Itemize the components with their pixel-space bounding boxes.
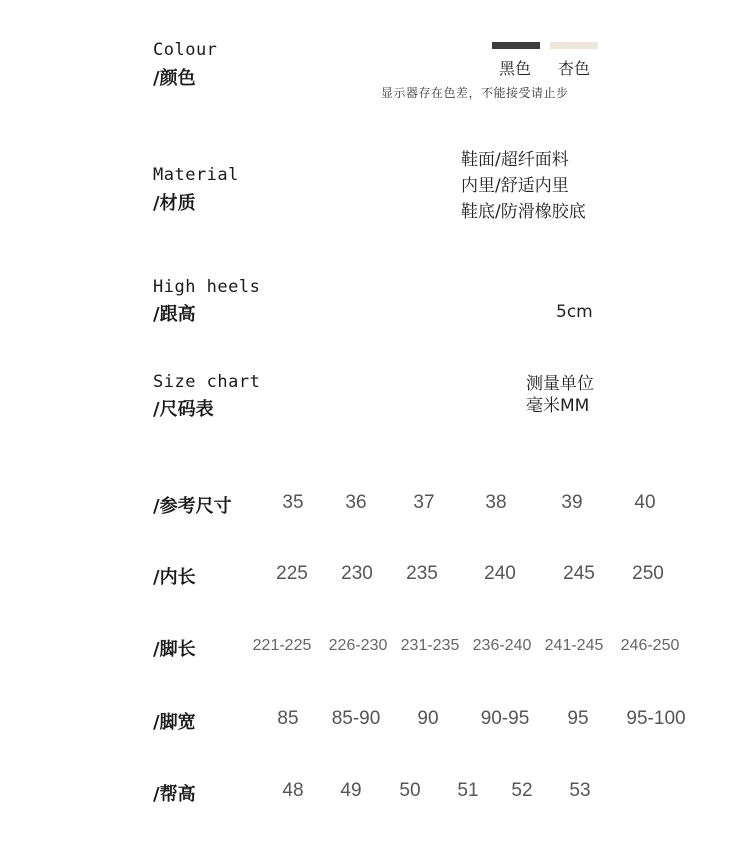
table-row-label: /参考尺寸 [153, 496, 232, 517]
table-cell: 36 [345, 492, 367, 513]
table-cell: 230 [341, 563, 373, 584]
colour-option-apricot: 杏色 [558, 59, 591, 78]
table-cell: 225 [276, 563, 308, 584]
table-cell: 235 [406, 563, 438, 584]
apricot-swatch [550, 42, 598, 49]
table-cell: 250 [632, 563, 664, 584]
material-label-cn: /材质 [153, 193, 196, 214]
table-row-label: /脚宽 [153, 712, 196, 733]
colour-difference-note: 显示器存在色差，不能接受请止步 [381, 86, 569, 100]
table-cell: 245 [563, 563, 595, 584]
table-cell: 52 [511, 780, 533, 801]
table-cell: 35 [282, 492, 304, 513]
material-line-lining: 内里/舒适内里 [461, 176, 569, 196]
table-row-label: /脚长 [153, 639, 196, 660]
table-cell: 231-235 [400, 637, 460, 654]
material-line-upper: 鞋面/超纤面料 [461, 150, 569, 170]
table-cell: 240 [484, 563, 516, 584]
table-cell: 48 [282, 780, 304, 801]
black-swatch [492, 42, 540, 49]
table-cell: 38 [485, 492, 507, 513]
material-line-sole: 鞋底/防滑橡胶底 [461, 202, 586, 222]
table-cell: 53 [569, 780, 591, 801]
table-row-label: /帮高 [153, 784, 196, 805]
table-cell: 51 [457, 780, 479, 801]
table-cell: 37 [413, 492, 435, 513]
table-cell: 50 [399, 780, 421, 801]
table-cell: 236-240 [472, 637, 532, 654]
colour-label-en: Colour [153, 40, 218, 60]
unit-line-1: 测量单位 [526, 374, 594, 394]
colour-label-cn: /颜色 [153, 68, 196, 89]
table-cell: 90-95 [480, 708, 530, 729]
table-cell: 246-250 [620, 637, 680, 654]
table-cell: 85 [277, 708, 299, 729]
table-cell: 241-245 [544, 637, 604, 654]
colour-option-black: 黑色 [499, 59, 532, 78]
table-cell: 221-225 [252, 637, 312, 654]
table-cell: 85-90 [331, 708, 381, 729]
table-cell: 90 [417, 708, 439, 729]
size-chart-label-cn: /尺码表 [153, 399, 214, 420]
unit-line-2: 毫米MM [526, 396, 590, 416]
table-cell: 40 [634, 492, 656, 513]
heel-height-value: 5cm [556, 302, 593, 322]
table-cell: 39 [561, 492, 583, 513]
table-cell: 226-230 [328, 637, 388, 654]
table-cell: 95 [567, 708, 589, 729]
table-row-label: /内长 [153, 567, 196, 588]
material-label-en: Material [153, 165, 239, 185]
size-chart-label-en: Size chart [153, 372, 261, 392]
table-cell: 49 [340, 780, 362, 801]
heel-label-en: High heels [153, 277, 261, 297]
heel-label-cn: /跟高 [153, 304, 196, 325]
table-cell: 95-100 [626, 708, 686, 729]
